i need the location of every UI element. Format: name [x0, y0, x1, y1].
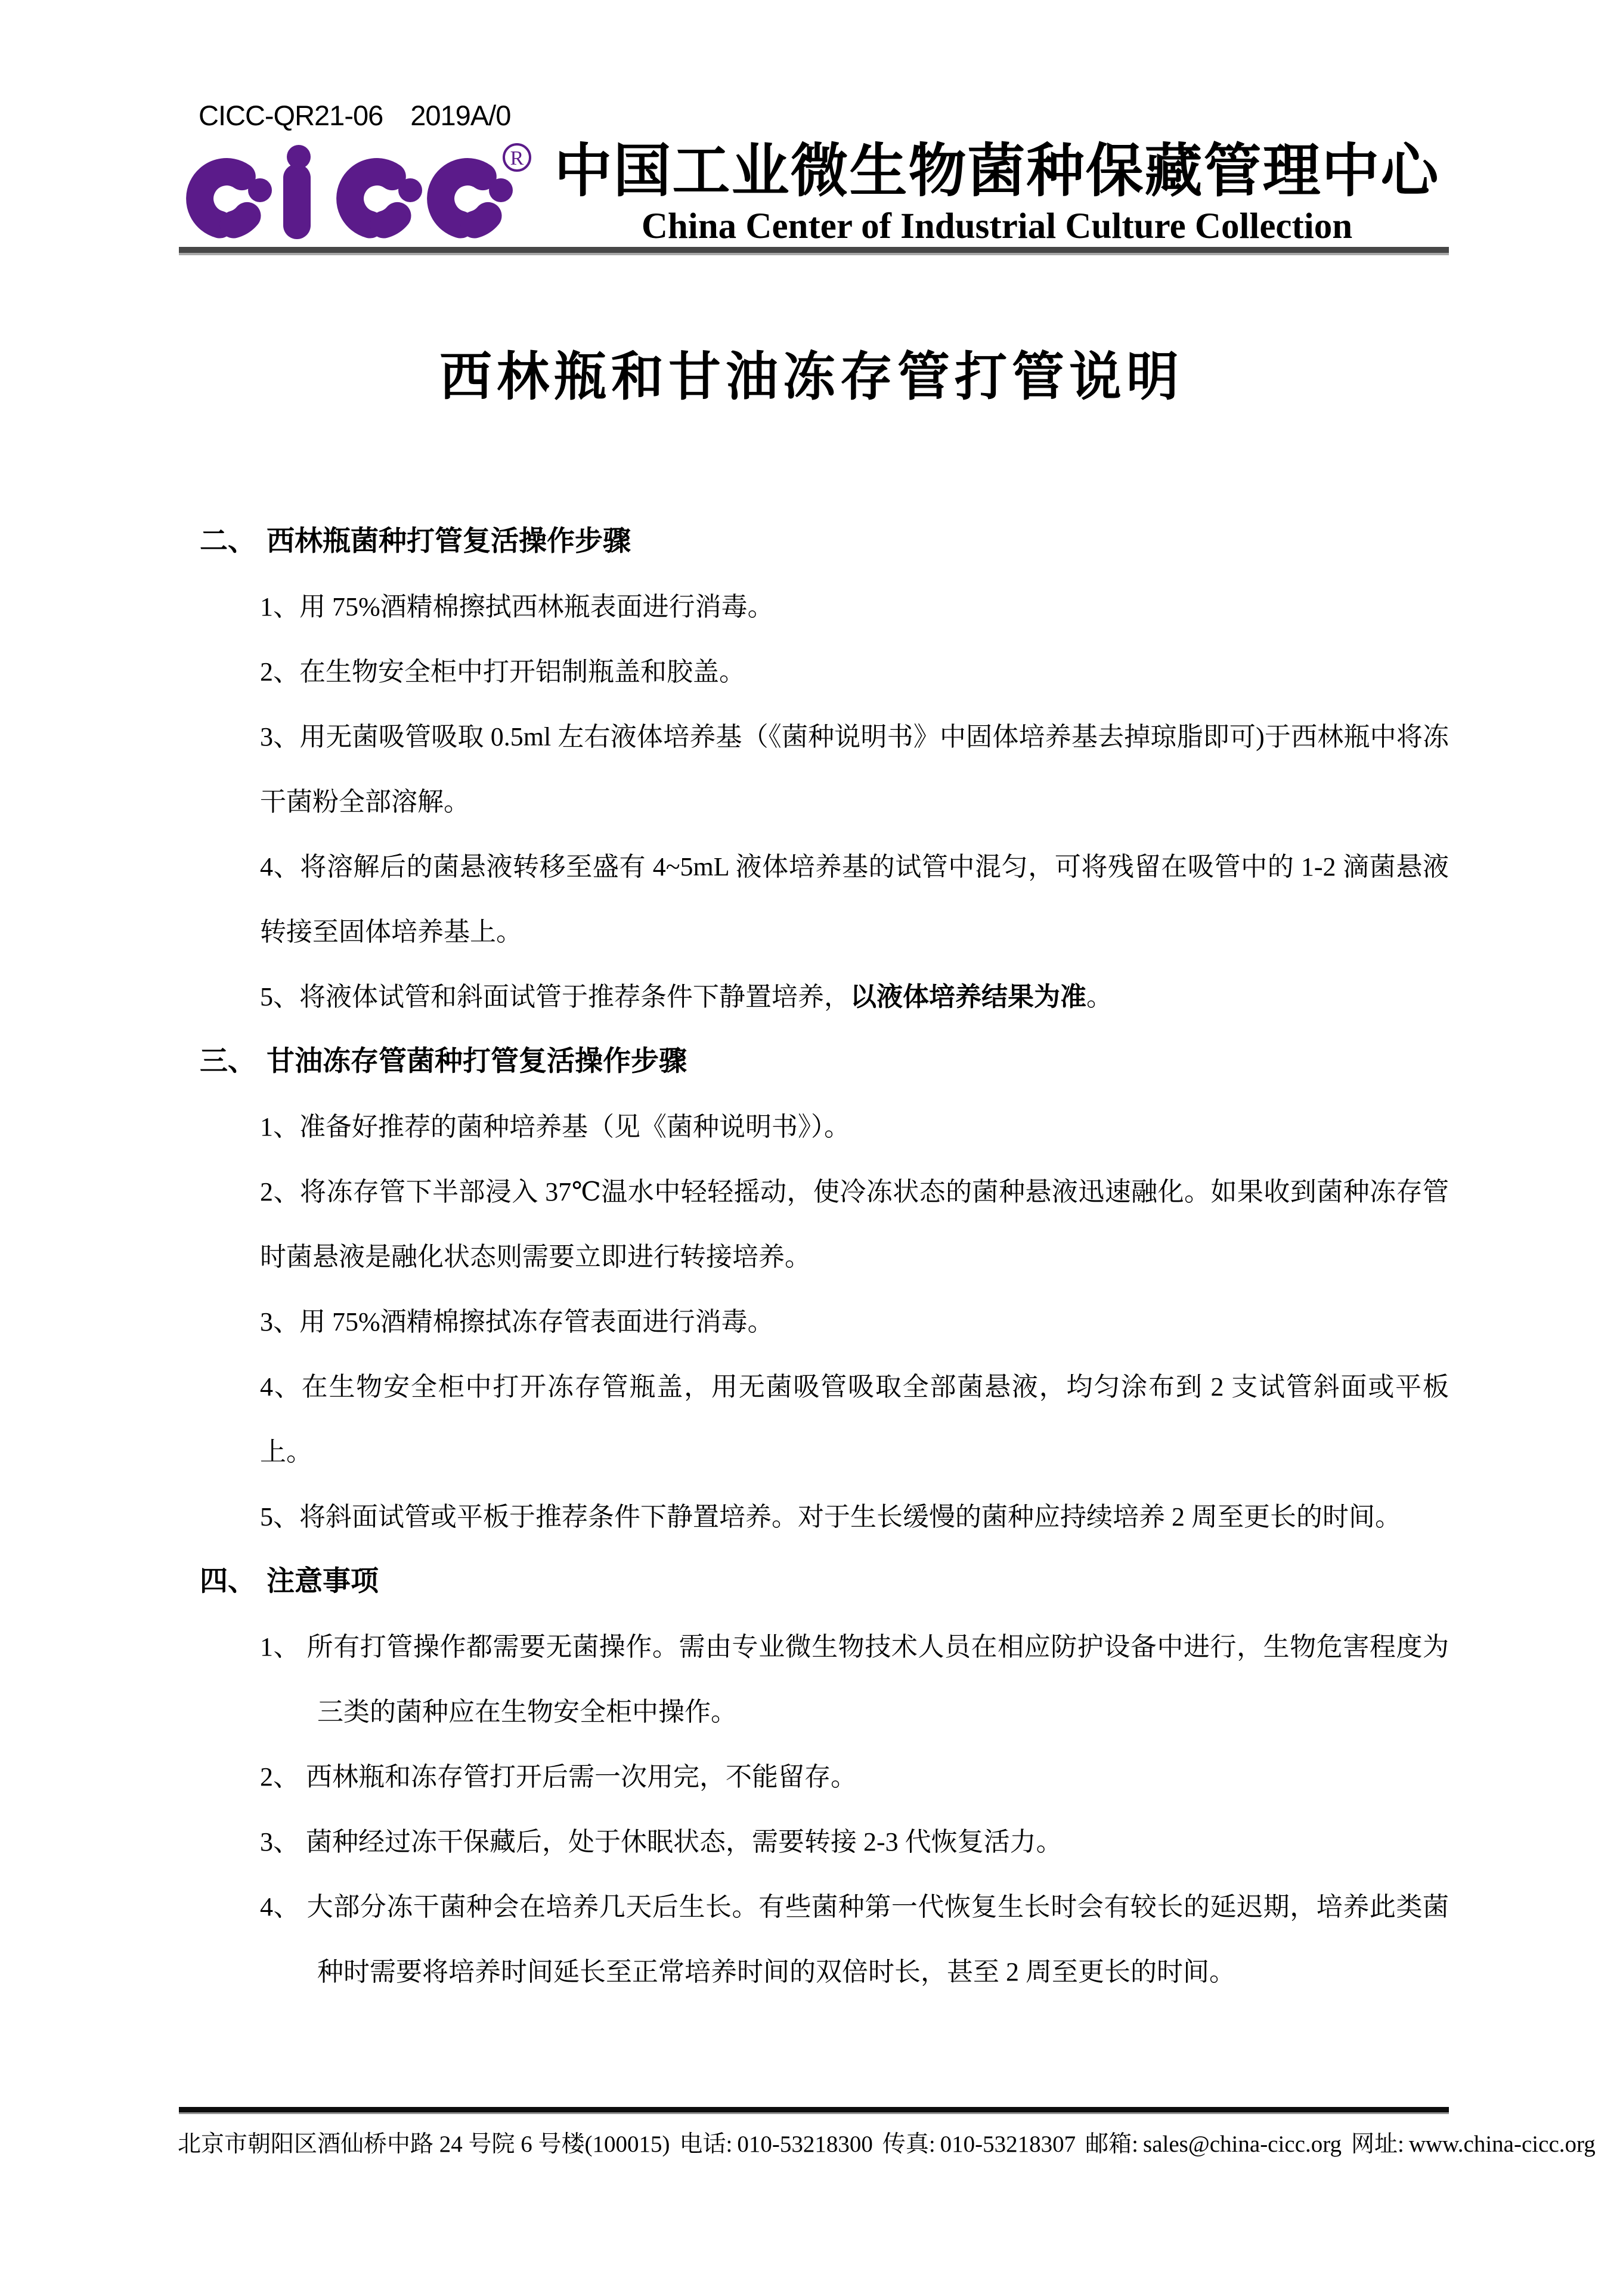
doc-code-label: [199, 99, 510, 132]
cicc-logo: [185, 142, 532, 243]
list-item: 3、 菌种经过冻干保藏后，处于休眠状态，需要转接 2-3 代恢复活力。: [260, 1827, 1063, 1856]
section-title: 甘油冻存管菌种打管复活操作步骤: [267, 1046, 687, 1077]
list-item: 2、将冻存管下半部浸入 37℃温水中轻轻摇动，使冷冻状态的菌种悬液迅速融化。如果收到菌种冻存管时菌悬液是融化状态则需要立即进行转接培养。: [260, 1177, 1449, 1271]
list-item: 1、准备好推荐的菌种培养基（见《菌种说明书》）。: [260, 1112, 850, 1141]
footer-web: www.china-cicc.org: [1408, 2131, 1596, 2157]
footer: [178, 2125, 1596, 2159]
footer-email-label: 邮箱:: [1085, 2131, 1139, 2157]
org-name-block: [544, 141, 1450, 247]
footer-email: sales@china-cicc.org: [1143, 2131, 1342, 2157]
doc-code: CICC-QR21-06: [199, 100, 383, 131]
list-item: 2、 西林瓶和冻存管打开后需一次用完，不能留存。: [260, 1762, 857, 1791]
list-item: 5、将斜面试管或平板于推荐条件下静置培养。对于生长缓慢的菌种应持续培养 2 周至更长的时间。: [260, 1502, 1401, 1531]
section-number: 四、: [200, 1566, 256, 1597]
footer-divider: [179, 2107, 1449, 2114]
section-number: 二、: [200, 526, 256, 557]
registered-mark-icon: [504, 144, 530, 171]
list-item: [260, 964, 1449, 1029]
footer-fax-label: 传真:: [882, 2131, 936, 2157]
item-text: 。: [1086, 982, 1113, 1011]
section-heading-2: [200, 509, 1449, 574]
section-title: 注意事项: [267, 1566, 379, 1597]
list-item: 2、在生物安全柜中打开铝制瓶盖和胶盖。: [260, 657, 745, 686]
footer-web-label: 网址:: [1351, 2131, 1404, 2157]
section-number: 三、: [200, 1046, 256, 1077]
document-title: 西林瓶和甘油冻存管打管说明: [439, 349, 1184, 407]
document-body: [0, 509, 1623, 2004]
section-title: 西林瓶菌种打管复活操作步骤: [267, 526, 631, 557]
doc-version: 2019A/0: [410, 100, 511, 131]
list-item: 3、用无菌吸管吸取 0.5ml 左右液体培养基（《菌种说明书》中固体培养基去掉琼脂即可)于西林瓶中将冻干菌粉全部溶解。: [260, 722, 1449, 816]
list-item: 3、用 75%酒精棉擦拭冻存管表面进行消毒。: [260, 1307, 774, 1336]
footer-address: 北京市朝阳区酒仙桥中路 24 号院 6 号楼(100015): [178, 2131, 670, 2157]
section-heading-4: [200, 1549, 1449, 1614]
item-text: 5、将液体试管和斜面试管于推荐条件下静置培养，: [260, 982, 850, 1011]
org-name-cn: 中国工业微生物菌种保藏管理中心: [554, 140, 1440, 203]
list-item: 4、在生物安全柜中打开冻存管瓶盖，用无菌吸管吸取全部菌悬液，均匀涂布到 2 支试管斜面或平板上。: [260, 1372, 1449, 1466]
list-item: 4、 大部分冻干菌种会在培养几天后生长。有些菌种第一代恢复生长时会有较长的延迟期，培养此类菌种时需要将培养时间延长至正常培养时间的双倍时长，甚至 2 周至更长的时间。: [260, 1892, 1449, 1986]
footer-phone: 010-53218300: [737, 2131, 873, 2157]
footer-phone-label: 电话:: [679, 2131, 733, 2157]
header-divider: [179, 247, 1449, 255]
list-item: 4、将溶解后的菌悬液转移至盛有 4~5mL 液体培养基的试管中混匀，可将残留在吸管中的 1-2 滴菌悬液转接至固体培养基上。: [260, 852, 1449, 946]
item-text-bold: 以液体培养结果为准: [850, 982, 1086, 1011]
section-heading-3: [200, 1029, 1449, 1094]
svg-text:R: R: [510, 147, 524, 169]
list-item: 1、 所有打管操作都需要无菌操作。需由专业微生物技术人员在相应防护设备中进行，生物危害程度为三类的菌种应在生物安全柜中操作。: [260, 1632, 1449, 1726]
list-item: 1、用 75%酒精棉擦拭西林瓶表面进行消毒。: [260, 592, 774, 621]
footer-fax: 010-53218307: [940, 2131, 1076, 2157]
org-name-en: China Center of Industrial Culture Collection: [641, 206, 1353, 246]
